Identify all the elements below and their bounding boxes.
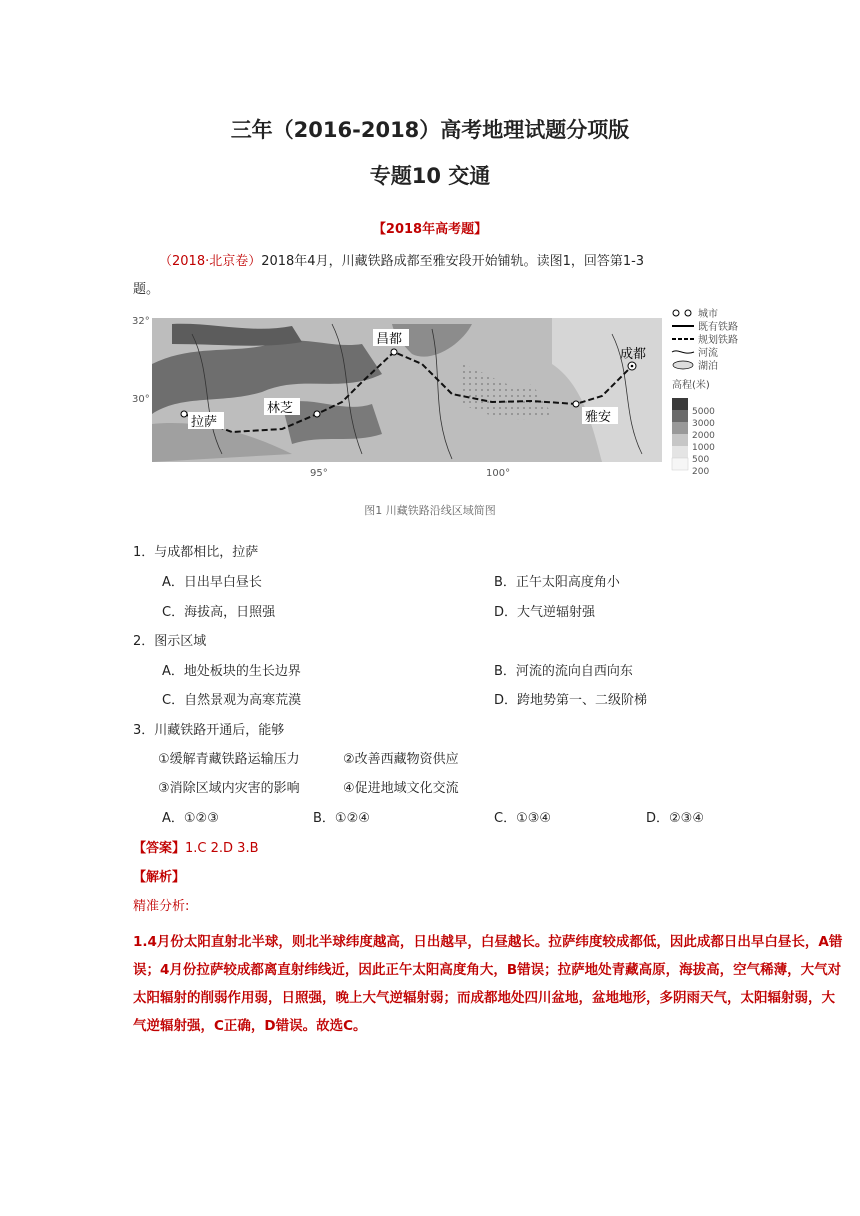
legend-label: 既有铁路 — [698, 322, 738, 333]
legend-elev-value: 200 — [692, 467, 710, 477]
railway-map — [132, 304, 738, 484]
legend-elev-value: 1000 — [692, 443, 715, 453]
city-marker-yaan — [573, 401, 579, 407]
document-title: 三年（2016-2018）高考地理试题分项版 — [230, 118, 630, 142]
legend-elev-swatch — [672, 398, 688, 410]
legend-elev-swatch — [672, 410, 688, 422]
legend-river — [672, 351, 694, 353]
answer-line — [133, 840, 259, 858]
q3-item: ①缓解青藏铁路运输压力 — [158, 752, 300, 767]
legend-label: 湖泊 — [698, 361, 718, 372]
q3-option-d: D．②③④ — [646, 811, 704, 826]
answer-text: 1.C 2.D 3.B — [185, 841, 259, 856]
legend-label: 河流 — [698, 348, 718, 359]
q1-option-d: D．大气逆辐射强 — [494, 605, 596, 620]
legend-elev-swatch — [672, 458, 688, 470]
city-label-lhasa: 拉萨 — [191, 415, 218, 430]
legend-label: 规划铁路 — [698, 335, 738, 346]
q1-option-b: B．正午太阳高度角小 — [494, 575, 620, 590]
lon-label: 95° — [310, 468, 328, 479]
question-3-stem: 3．川藏铁路开通后，能够 — [133, 723, 285, 738]
answer-label: 【答案】 — [133, 841, 186, 856]
q3-item: ④促进地域文化交流 — [343, 781, 459, 796]
city-marker-nyingchi — [314, 411, 320, 417]
q3-item: ②改善西藏物资供应 — [343, 752, 459, 767]
question-source: （2018·北京卷） — [159, 254, 262, 269]
legend-elev-value: 500 — [692, 455, 710, 465]
question-2-stem: 2．图示区域 — [133, 634, 207, 649]
legend-city-symbol — [673, 310, 679, 316]
q2-option-b: B．河流的流向自西向东 — [494, 664, 633, 679]
legend-elev-value: 3000 — [692, 419, 715, 429]
section-heading: 【2018年高考题】 — [372, 222, 488, 237]
question-1-stem: 1．与成都相比，拉萨 — [133, 545, 259, 560]
lon-label: 100° — [486, 468, 511, 479]
city-label-yaan: 雅安 — [585, 410, 612, 425]
map-legend — [672, 307, 738, 477]
q1-option-a: A．日出早白昼长 — [162, 575, 262, 590]
city-marker-qamdo — [391, 349, 397, 355]
lat-label: 30° — [132, 394, 150, 405]
city-label-qamdo: 昌都 — [376, 332, 403, 347]
legend-elev-value: 2000 — [692, 431, 715, 441]
q1-option-c: C．海拔高，日照强 — [162, 605, 276, 620]
q3-option-c: C．①③④ — [494, 811, 552, 826]
legend-lake — [673, 361, 693, 369]
analysis-body: 1.4月份太阳直射北半球，则北半球纬度越高，日出越早，白昼越长。拉萨纬度较成都低，因此成都日出早白昼长，A错误；4月份拉萨较成都离直射纬线近，因此正午太阳高度角大，B错误；拉萨地处青藏高原，海拔高，空气稀薄，大气对太阳辐射的削弱作用弱，日照强，晚上大气逆辐射弱；而成都地处四川盆地，盆地地形，多阴雨天气，太阳辐射弱，大气逆辐射强，C正确，D错误。故选C。 — [133, 934, 843, 1034]
legend-elev-swatch — [672, 434, 688, 446]
legend-elev-value: 5000 — [692, 407, 715, 417]
legend-elevation-title: 高程(米) — [672, 380, 710, 391]
q3-item: ③消除区域内灾害的影响 — [158, 781, 300, 796]
lat-label: 32° — [132, 316, 150, 327]
map-caption: 图1 川藏铁路沿线区域简图 — [364, 504, 496, 517]
city-marker-chengdu-dot — [631, 365, 634, 368]
q2-option-d: D．跨地势第一、二级阶梯 — [494, 693, 648, 708]
legend-city-symbol — [685, 310, 691, 316]
q2-option-c: C．自然景观为高寒荒漠 — [162, 693, 302, 708]
legend-label: 城市 — [698, 309, 718, 320]
analysis-label: 【解析】 — [133, 870, 186, 885]
legend-elev-swatch — [672, 422, 688, 434]
q3-option-b: B．①②④ — [313, 811, 370, 826]
intro-text-cont: 题。 — [133, 282, 160, 297]
legend-elev-swatch — [672, 446, 688, 458]
question-intro — [133, 248, 733, 304]
city-label-nyingchi: 林芝 — [267, 401, 294, 416]
city-label-chengdu: 成都 — [620, 347, 647, 362]
q2-option-a: A．地处板块的生长边界 — [162, 664, 301, 679]
city-marker-lhasa — [181, 411, 187, 417]
intro-text: 2018年4月，川藏铁路成都至雅安段开始铺轨。读图1，回答第1-3 — [261, 254, 645, 269]
analysis-subheading: 精准分析: — [133, 899, 190, 914]
q3-option-a: A．①②③ — [162, 811, 219, 826]
document-subtitle: 专题10 交通 — [369, 164, 491, 188]
